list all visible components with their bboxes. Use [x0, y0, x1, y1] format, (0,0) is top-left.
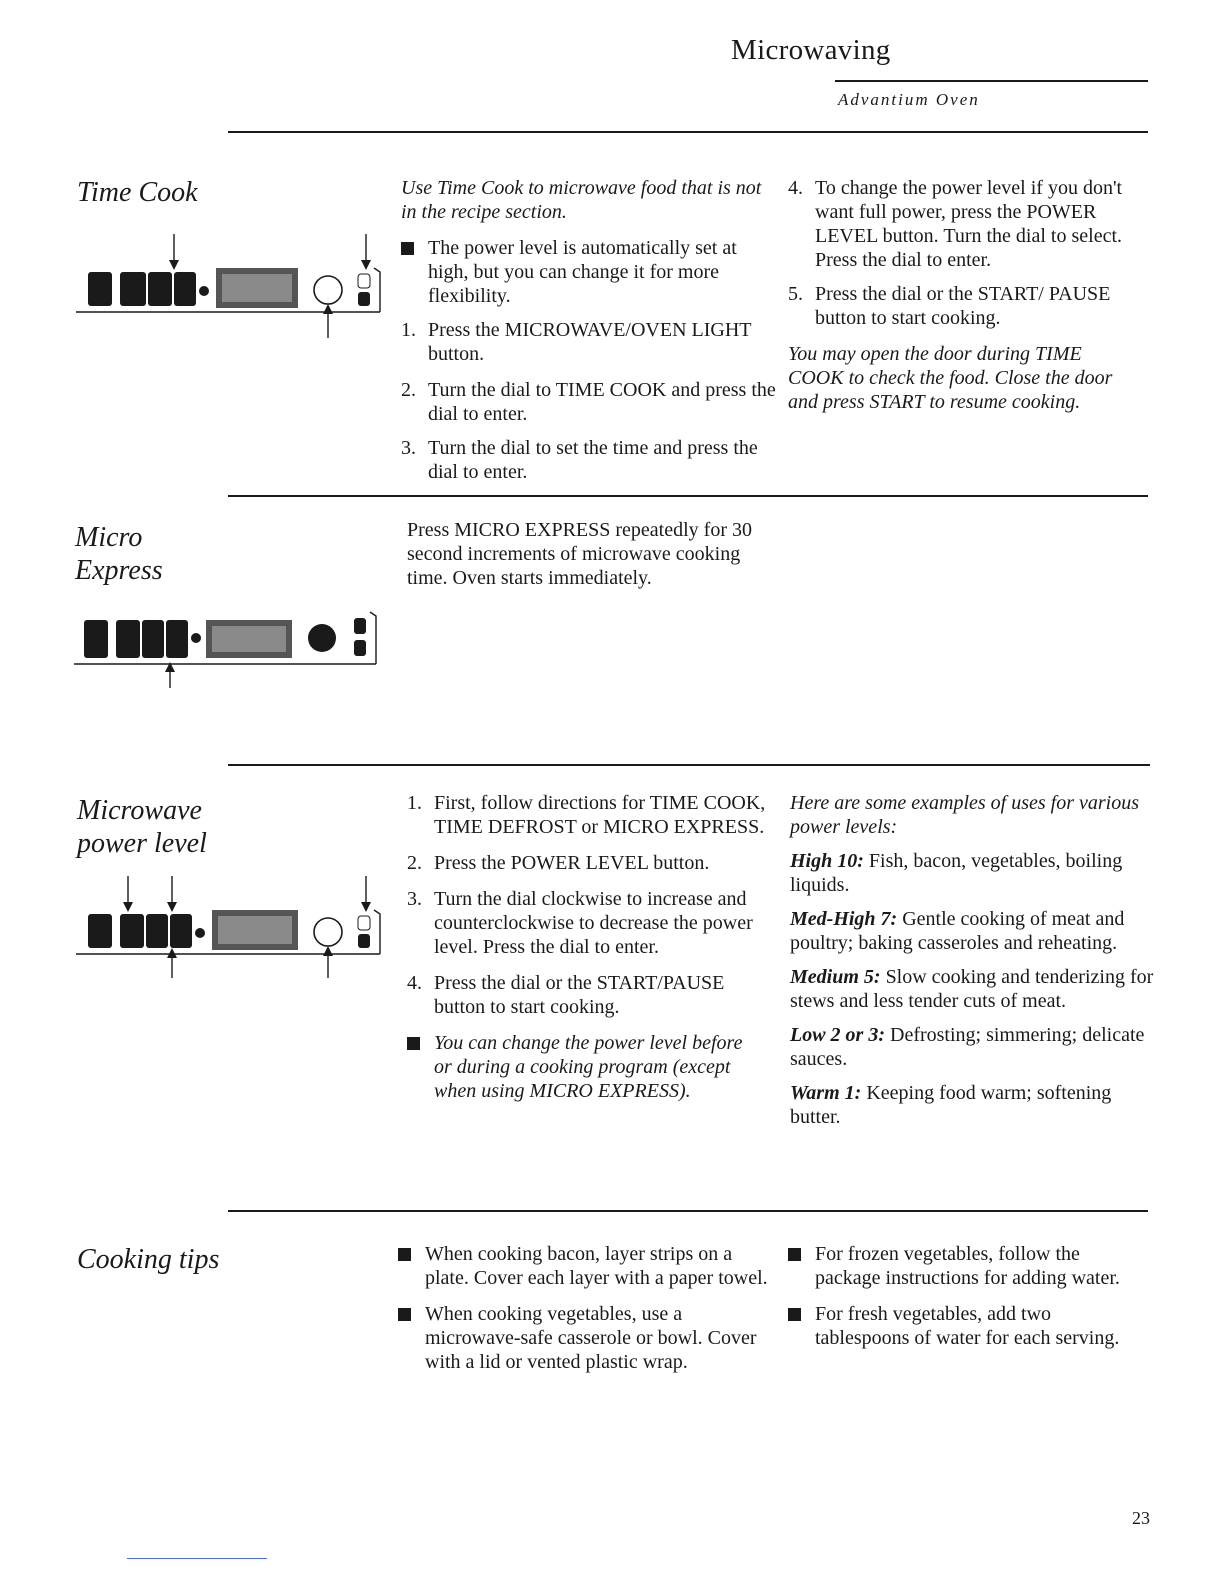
- list-item: [788, 1242, 1128, 1290]
- tip-text: When cooking vegetables, use a microwave-safe casserole or bowl. Cover with a lid or vented plastic wrap.: [425, 1303, 757, 1373]
- time-cook-bullet: The power level is automatically set at high, but you can change it for more flexibility.: [428, 237, 737, 307]
- power-level-example: [790, 849, 1155, 897]
- section-title-cooking-tips: Cooking tips: [77, 1244, 220, 1275]
- step-text: Turn the dial clockwise to increase and counterclockwise to decrease the power level. Press the dial to enter.: [434, 888, 753, 958]
- step-number: 1.: [401, 319, 416, 341]
- list-item: [788, 1302, 1128, 1350]
- micro-express-text: Press MICRO EXPRESS repeatedly for 30 second increments of microwave cooking time. Oven starts immediately.: [407, 519, 752, 589]
- page-header-subtitle: Advantium Oven: [838, 90, 980, 109]
- list-item: [788, 282, 1133, 330]
- section-title-power-level: [77, 794, 207, 860]
- section-rule: [228, 1210, 1148, 1212]
- power-level-desc: Slow cooking and tenderizing for stews and less tender cuts of meat.: [790, 966, 1154, 1012]
- header-rule-short: [835, 80, 1148, 82]
- step-number: 1.: [407, 792, 422, 814]
- list-item: [407, 971, 777, 1019]
- cooking-tips-column-left: [398, 1242, 768, 1374]
- power-level-example: [790, 1023, 1155, 1071]
- power-level-name: Med-High 7:: [790, 908, 898, 930]
- list-item: [398, 1302, 768, 1374]
- step-number: 2.: [407, 852, 422, 874]
- power-level-name: Medium 5:: [790, 966, 881, 988]
- bullet-square-icon: [788, 1248, 801, 1261]
- power-level-desc: Keeping food warm; softening butter.: [790, 1082, 1112, 1128]
- step-number: 4.: [407, 972, 422, 994]
- step-text: Press the POWER LEVEL button.: [434, 852, 710, 874]
- step-number: 2.: [401, 379, 416, 401]
- section-title-line: power level: [77, 828, 207, 859]
- list-item: [788, 176, 1133, 272]
- bullet-square-icon: [398, 1248, 411, 1261]
- bullet-square-icon: [407, 1037, 420, 1050]
- power-level-name: High 10:: [790, 850, 864, 872]
- power-level-desc: Defrosting; simmering; delicate sauces.: [790, 1024, 1145, 1070]
- list-item: [401, 236, 776, 308]
- power-level-column-left: [407, 791, 777, 1103]
- section-title-line: Microwave: [77, 795, 202, 826]
- control-panel-illustration: [76, 230, 386, 340]
- control-panel-diagram-time-cook: [76, 230, 386, 340]
- step-text: Turn the dial to TIME COOK and press the dial to enter.: [428, 379, 776, 425]
- time-cook-column-right: [788, 176, 1133, 414]
- tip-text: For frozen vegetables, follow the package instructions for adding water.: [815, 1243, 1120, 1289]
- time-cook-note: You may open the door during TIME COOK to check the food. Close the door and press START to resume cooking.: [788, 343, 1113, 413]
- section-rule: [228, 764, 1150, 766]
- power-level-bullet: You can change the power level before or during a cooking program (except when using MICRO EXPRESS).: [434, 1032, 743, 1102]
- power-level-name: Warm 1:: [790, 1082, 862, 1104]
- micro-express-column: [407, 518, 767, 590]
- step-text: To change the power level if you don't want full power, press the POWER LEVEL button. Turn the dial to select. Press the dial to enter.: [815, 177, 1123, 271]
- step-text: Press the MICROWAVE/OVEN LIGHT button.: [428, 319, 752, 365]
- tip-text: When cooking bacon, layer strips on a plate. Cover each layer with a paper towel.: [425, 1243, 768, 1289]
- step-text: Press the dial or the START/ PAUSE button to start cooking.: [815, 283, 1111, 329]
- step-text: First, follow directions for TIME COOK, TIME DEFROST or MICRO EXPRESS.: [434, 792, 766, 838]
- list-item: [401, 436, 776, 484]
- control-panel-illustration: [76, 872, 386, 982]
- step-text: Press the dial or the START/PAUSE button to start cooking.: [434, 972, 725, 1018]
- tip-text: For fresh vegetables, add two tablespoons of water for each serving.: [815, 1303, 1120, 1349]
- list-item: [401, 318, 776, 366]
- list-item: [407, 851, 777, 875]
- power-level-example: [790, 965, 1155, 1013]
- power-level-example: [790, 907, 1155, 955]
- control-panel-diagram-power-level: [76, 872, 386, 982]
- step-text: Turn the dial to set the time and press the dial to enter.: [428, 437, 758, 483]
- power-level-desc: Fish, bacon, vegetables, boiling liquids.: [790, 850, 1123, 896]
- list-item: [398, 1242, 768, 1290]
- list-item: [407, 791, 777, 839]
- bullet-square-icon: [401, 242, 414, 255]
- list-item: [407, 887, 777, 959]
- power-level-desc: Gentle cooking of meat and poultry; baking casseroles and reheating.: [790, 908, 1125, 954]
- section-title-line: Express: [75, 555, 163, 586]
- header-rule-long: [228, 131, 1148, 133]
- power-level-column-right: [790, 791, 1155, 1129]
- step-number: 3.: [401, 437, 416, 459]
- footer-line: [127, 1558, 267, 1559]
- step-number: 3.: [407, 888, 422, 910]
- bullet-square-icon: [788, 1308, 801, 1321]
- power-level-name: Low 2 or 3:: [790, 1024, 885, 1046]
- page-number: 23: [1132, 1508, 1150, 1528]
- step-number: 4.: [788, 177, 803, 199]
- list-item: [401, 378, 776, 426]
- list-item: [407, 1031, 777, 1103]
- section-title-micro-express: [75, 521, 163, 587]
- power-level-examples-intro: Here are some examples of uses for various power levels:: [790, 792, 1140, 838]
- time-cook-column-left: [401, 176, 776, 484]
- page-header-title: Microwaving: [731, 34, 891, 66]
- time-cook-intro: Use Time Cook to microwave food that is not in the recipe section.: [401, 177, 762, 223]
- cooking-tips-column-right: [788, 1242, 1128, 1350]
- control-panel-illustration: [74, 606, 384, 690]
- control-panel-diagram-micro-express: [74, 606, 384, 690]
- section-title-line: Micro: [75, 522, 143, 553]
- bullet-square-icon: [398, 1308, 411, 1321]
- step-number: 5.: [788, 283, 803, 305]
- section-title-time-cook: Time Cook: [77, 177, 198, 208]
- power-level-example: [790, 1081, 1155, 1129]
- section-rule: [228, 495, 1148, 497]
